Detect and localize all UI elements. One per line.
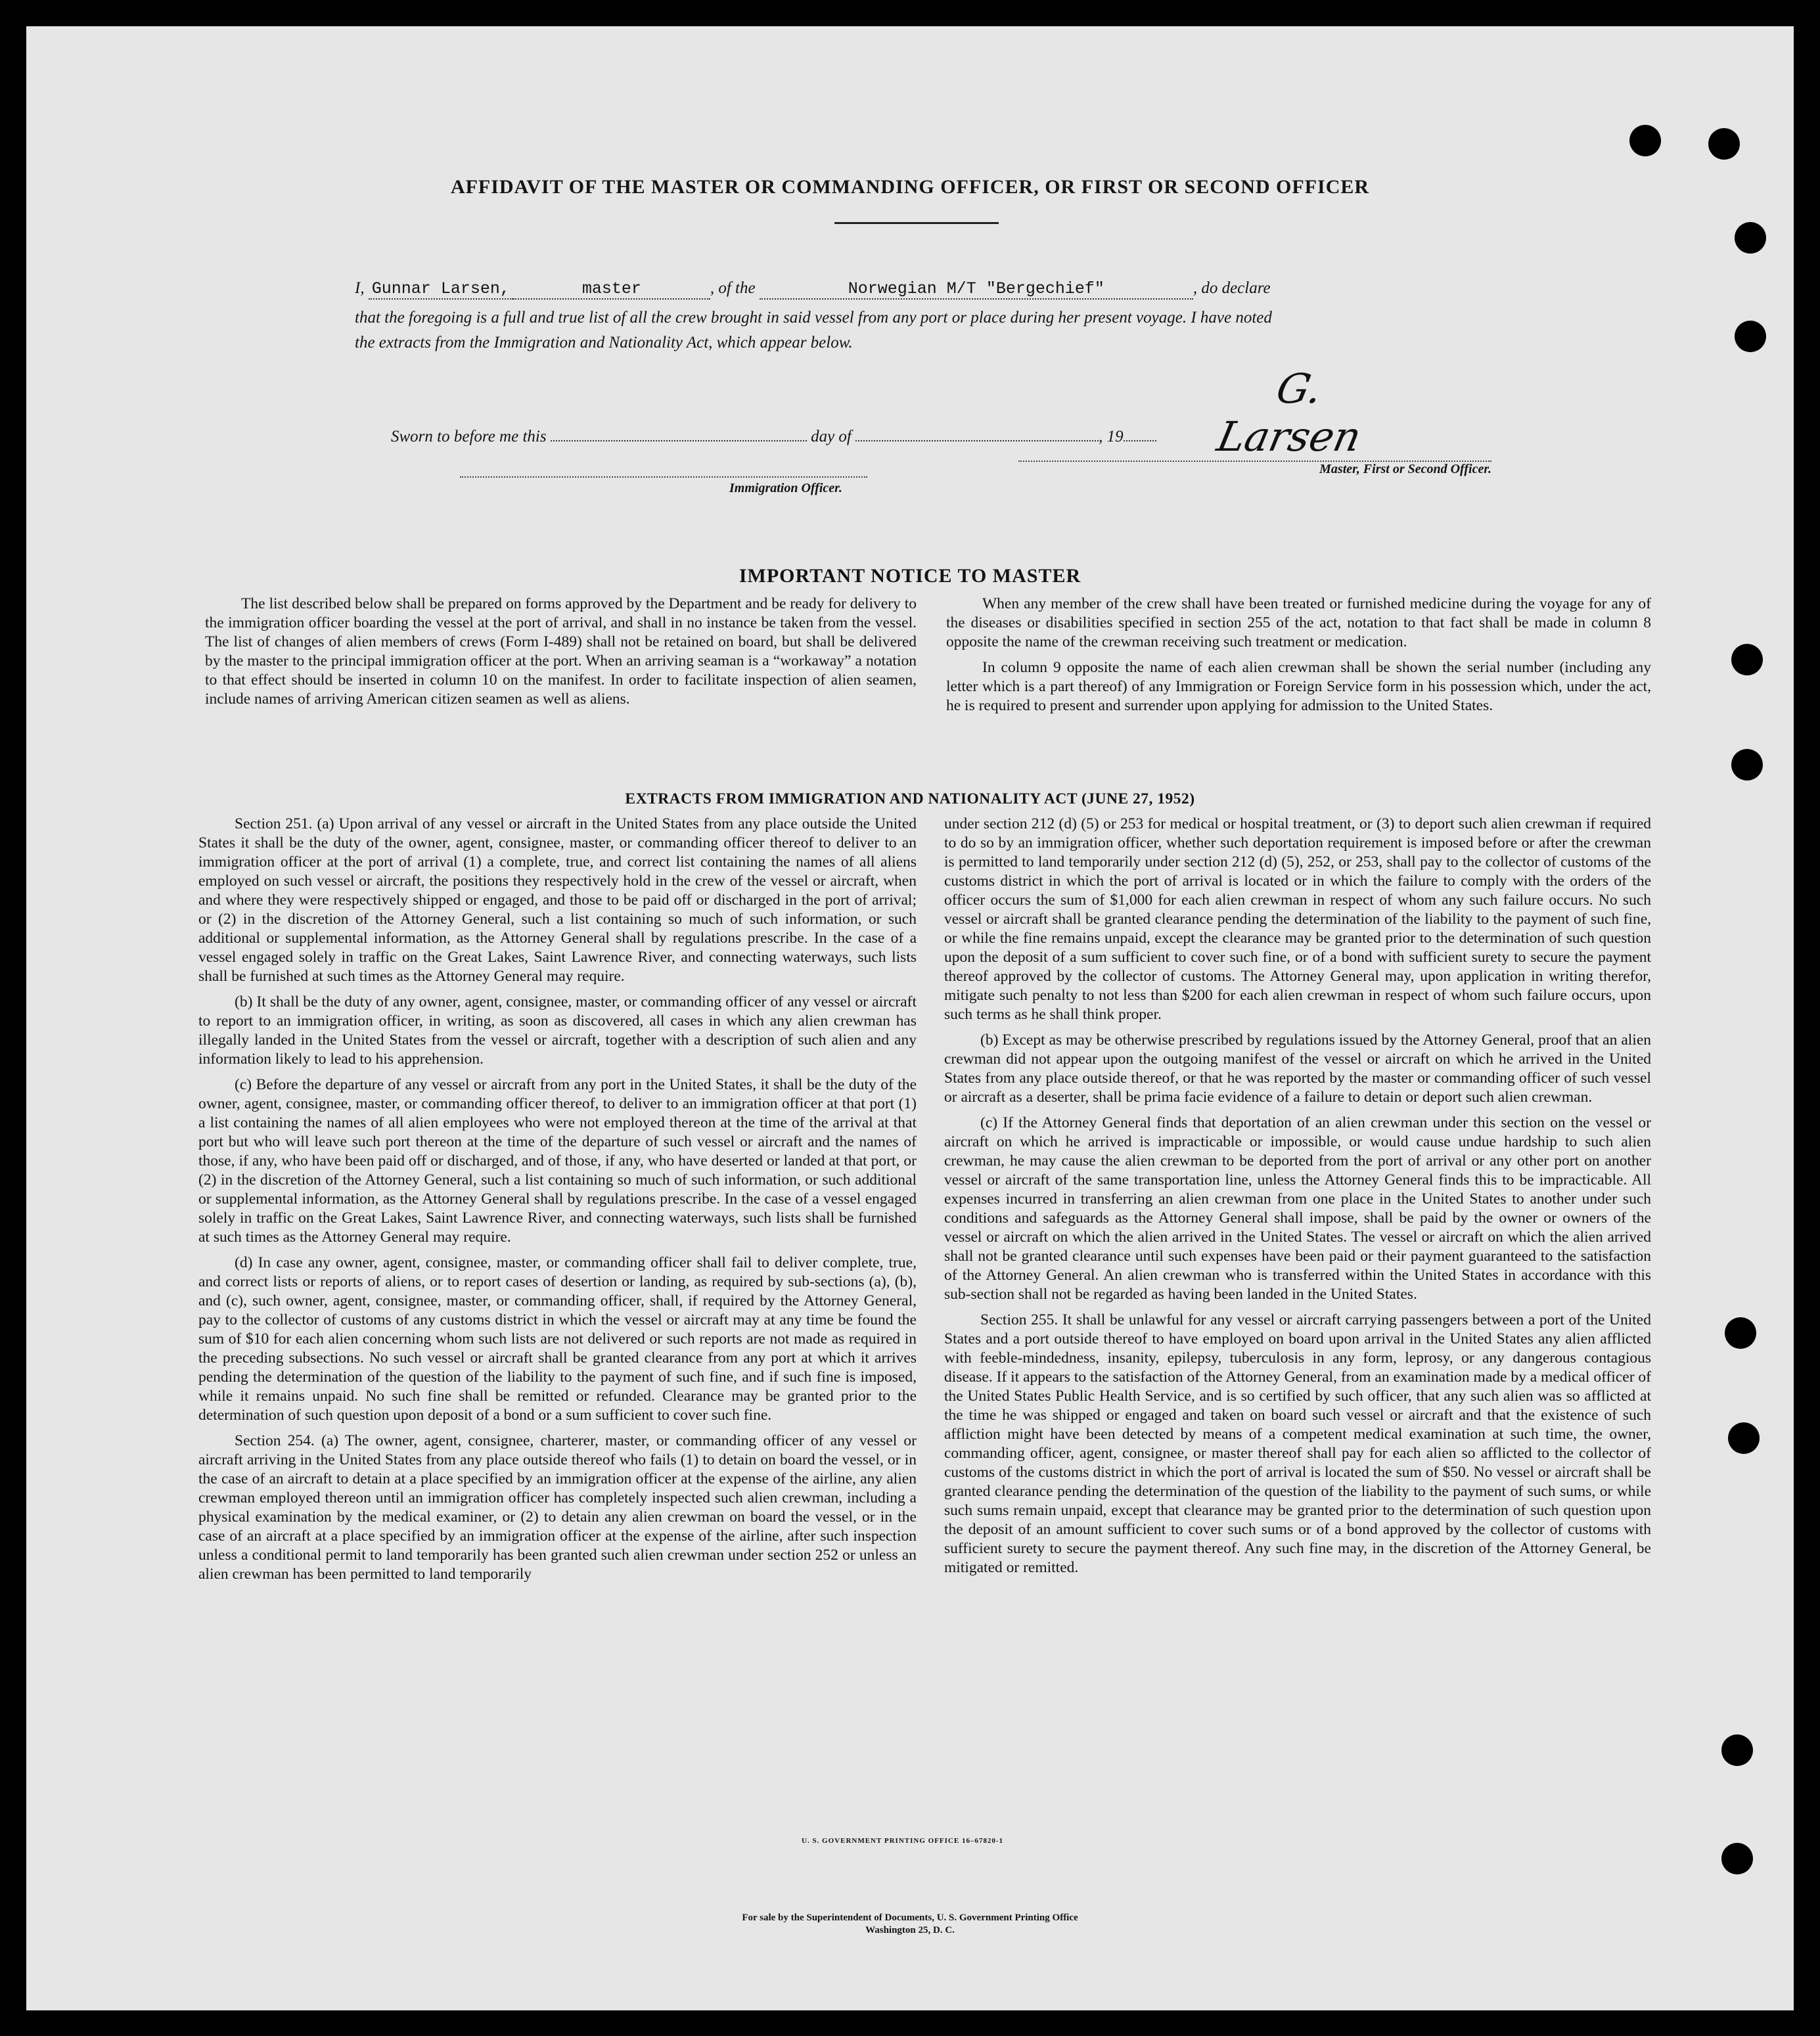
sworn-month-blank xyxy=(855,427,1099,441)
sale-line-1: For sale by the Superintendent of Documents, U. S. Government Printing Office xyxy=(742,1912,1078,1923)
sworn-day-blank xyxy=(551,427,807,441)
signature-caption: Master, First or Second Officer. xyxy=(1319,462,1491,476)
extract-paragraph: (b) Except as may be otherwise prescribed by regulations issued by the Attorney General, proof that an alien crewman did not appear upon the outgoing manifest of the vessel or aircraft on which he arrived in the United States from any place outside thereof, or that he was reported by the master or commanding officer of such vessel or aircraft as a deserter, shall be prima facie evidence of a failure to detain or deport such alien crewman. xyxy=(944,1031,1651,1106)
extract-paragraph: Section 255. It shall be unlawful for any vessel or aircraft carrying passengers between a port of the United States and a port outside thereof to have employed on board upon arrival in the United States any alien afflicted with feeble-mindedness, insanity, epilepsy, tuberculosis in any form, leprosy, or any dangerous contagious disease. If it appears to the satisfaction of the Attorney General, from an examination made by a medical officer of the United States Public Health Service, and is so certified by such officer, that any such alien was so afflicted at the time he was shipped or engaged and taken on board such vessel or aircraft and that the existence of such affliction might have been detected by means of a competent medical examination at such time, the owner, commanding officer, agent, consignee, or master thereof shall pay for each alien so afflicted to the collector of customs of the customs district in which the port of arrival is located the sum of $50. No vessel or aircraft shall be granted clearance pending the determination of the question of the liability to the payment of such sums, or while such sums remain unpaid, except that clearance may be granted prior to the determination of such question upon the deposit of an amount sufficient to cover such sums or of a bond approved by the collector of customs with sufficient surety to secure the payment thereof. Any such fine may, in the discretion of the Attorney General, be mitigated or remitted. xyxy=(944,1311,1651,1576)
notice-left-column xyxy=(205,595,917,709)
sale-line-2: Washington 25, D. C. xyxy=(865,1925,955,1935)
declaration-line xyxy=(355,279,1537,305)
do-declare-label: , do declare xyxy=(1193,279,1271,297)
sworn-year-blank xyxy=(1124,427,1156,441)
notice-right-paragraph-1: When any member of the crew shall have been treated or furnished medicine during the voyage for any of the diseases or disabilities specified in section 255 of the act, notation to that fact shall be made in column 8 opposite the name of the crewman receiving such treatment or medication. xyxy=(946,595,1651,650)
gpo-imprint: U. S. GOVERNMENT PRINTING OFFICE 16–67820-1 xyxy=(802,1837,1004,1845)
extract-paragraph: (b) It shall be the duty of any owner, agent, consignee, master, or commanding officer of any vessel or aircraft to report to an immigration officer, in writing, as soon as discovered, all cases in which any alien crewman has illegally landed in the United States from the vessel or aircraft, together with a description of such alien and any information likely to lead to his apprehension. xyxy=(198,993,917,1068)
master-name-field: Gunnar Larsen, xyxy=(369,279,513,300)
extract-paragraph: Section 251. (a) Upon arrival of any vessel or aircraft in the United States from any place outside the United States it shall be the duty of the owner, agent, consignee, master, or commanding officer thereof to deliver to an immigration officer at the port of arrival (1) a complete, true, and correct list containing the names of all aliens employed on such vessel or aircraft, the positions they respectively hold in the crew of the vessel or aircraft, when and where they were respectively shipped or engaged, and those to be paid off or discharged in the port of arrival; or (2) in the discretion of the Attorney General, such a list containing so much of such information, or such additional or supplemental information, as the Attorney General shall by regulations prescribe. In the case of a vessel engaged solely in traffic on the Great Lakes, Saint Lawrence River, and connecting waterways, such lists shall be furnished at such times as the Attorney General may require. xyxy=(198,815,917,985)
day-of-label: day of xyxy=(811,428,852,445)
extract-paragraph: Section 254. (a) The owner, agent, consignee, charterer, master, or commanding officer of any vessel or aircraft arriving in the United States from any place outside thereof who fails (1) to detain on board the vessel, or in the case of an aircraft to detain at a place specified by an immigration officer at the expense of the airline, any alien crewman employed thereon until an immigration officer has completely inspected such alien crewman, including a physical examination by the medical examiner, or (2) to detain any alien crewman on board the vessel, or in the case of an aircraft at a place specified by an immigration officer at the expense of the airline, after such inspection unless a conditional permit to land temporarily has been granted such alien crewman under section 252 or unless an alien crewman has been permitted to land temporarily xyxy=(198,1432,917,1583)
extract-paragraph: (c) If the Attorney General finds that deportation of an alien crewman under this section on the vessel or aircraft on which he arrived is impracticable or impossible, or would cause undue hardship to such alien crewman, he may cause the alien crewman to be deported from the port of arrival or any other port on another vessel or aircraft of the same transportation line, unless the Attorney General finds this to be impracticable. All expenses incurred in transferring an alien crewman from one place in the United States to another under such conditions and safeguards as the Attorney General shall impose, shall be paid by the owner or owners of the vessel or aircraft on which the alien arrived in the United States. The vessel or aircraft on which the alien arrived shall not be granted clearance until such expenses have been paid or their payment guaranteed to the satisfaction of the Attorney General. An alien crewman who is transferred within the United States in accordance with this sub-section shall not be regarded as having been landed in the United States. xyxy=(944,1114,1651,1303)
punch-hole xyxy=(1735,321,1766,352)
vessel-field: Norwegian M/T "Bergechief" xyxy=(760,279,1193,300)
punch-hole xyxy=(1629,125,1661,156)
extracts-left-column xyxy=(198,815,917,1584)
extract-paragraph: (c) Before the departure of any vessel or aircraft from any port in the United States, it shall be the duty of the owner, agent, consignee, master, or commanding officer thereof, to deliver to an immigration officer at that port (1) a list containing the names of all alien employees who were not employed thereon at the time of the arrival at that port but who will leave such port thereon at the time of the departure of such vessel or aircraft and the names of those, if any, who have been paid off or discharged, and of those, if any, who have deserted or landed at that port, or (2) in the discretion of the Attorney General, such a list containing so much of such information, or such additional or supplemental information, as the Attorney General shall by regulations prescribe. In the case of a vessel engaged solely in traffic on the Great Lakes, Saint Lawrence River, and connecting waterways, such lists shall be furnished at such times as the Attorney General may require. xyxy=(198,1076,917,1246)
punch-hole xyxy=(1735,222,1766,254)
punch-hole xyxy=(1721,1734,1753,1766)
rank-field: master xyxy=(513,279,710,300)
i-label: I, xyxy=(355,279,365,297)
notice-right-column xyxy=(946,595,1651,715)
declaration xyxy=(355,279,1537,355)
extract-paragraph: (d) In case any owner, agent, consignee, master, or commanding officer shall fail to deliver complete, true, and correct lists or reports of aliens, or to report cases of desertion or landing, as required by sub-sections (a), (b), and (c), such owner, agent, consignee, master, or commanding officer, shall, if required by the Attorney General, pay to the collector of customs of any customs district in which the vessel or aircraft may at any time be found the sum of $10 for each alien concerning whom such lists are not delivered or such reports are not made as required in the preceding subsections. No such vessel or aircraft shall be granted clearance from any port at which it arrives pending the determination of the question of the liability to the payment of such fine, and if such fine is imposed, while it remains unpaid. No such fine shall be remitted or refunded. Clearance may be granted prior to the determination of such question upon deposit of a bond or a sum sufficient to cover such fine. xyxy=(198,1254,917,1424)
notice-right-paragraph-2: In column 9 opposite the name of each alien crewman shall be shown the serial number (including any letter which is a part thereof) of any Immigration or Foreign Service form in his possession which, under the act, he is required to present and surrender upon applying for admission to the United States. xyxy=(946,659,1651,714)
punch-hole xyxy=(1731,644,1763,675)
statement-line-1: that the foregoing is a full and true list of all the crew brought in said vessel from any port or place during her present voyage. I have noted xyxy=(355,309,1272,327)
punch-hole xyxy=(1731,749,1763,780)
punch-hole xyxy=(1728,1422,1760,1454)
of-the-label: , of the xyxy=(710,279,756,297)
sworn-line xyxy=(391,427,1156,446)
signature-block xyxy=(999,365,1491,477)
form-sheet xyxy=(26,26,1794,2010)
sworn-label: Sworn to before me this xyxy=(391,428,547,445)
punch-hole xyxy=(1721,1843,1753,1874)
title-rule xyxy=(834,222,999,224)
notice-left-paragraph: The list described below shall be prepared on forms approved by the Department and be ready for delivery to the immigration officer boarding the vessel at the port of arrival, and shall in no instance be taken from the vessel. The list of changes of alien members of crews (Form I-489) shall not be retained on board, but shall be delivered by the master to the principal immigration officer at the port. When an arriving seaman is a “workaway” a notation to that effect should be inserted in column 10 on the manifest. In order to facilitate inspection of alien seamen, include names of arriving American citizen seamen as well as aliens. xyxy=(205,595,917,708)
sale-notice xyxy=(26,1912,1794,1937)
extract-paragraph: under section 212 (d) (5) or 253 for medical or hospital treatment, or (3) to deport such alien crewman if required to do so by an immigration officer, whether such deportation requirement is imposed before or after the crewman is permitted to land temporarily under section 212 (d) (5), 252, or 253, shall pay to the collector of customs of the customs district in which the port of arrival is located or in which the failure to comply with the orders of the officer occurs the sum of $1,000 for each alien crewman in respect of whom any such failure occurs. No such vessel or aircraft shall be granted clearance pending the determination of the liability to the payment of such fine, or while the fine remains unpaid, except the clearance may be granted prior to the determination of such question upon the deposit of a sum sufficient to cover such fine, or of a bond with sufficient surety to secure the payment thereof approved by the collector of customs. The Attorney General may, upon application in writing therefor, mitigate such penalty to not less than $200 for each alien crewman in respect of whom such failure occurs, upon such terms as he shall think proper. xyxy=(944,815,1651,1023)
extracts-title: EXTRACTS FROM IMMIGRATION AND NATIONALITY ACT (JUNE 27, 1952) xyxy=(625,790,1195,807)
punch-hole xyxy=(1708,128,1740,160)
extracts-right-column xyxy=(944,815,1651,1577)
master-signature: G. Larsen xyxy=(1213,365,1366,461)
statement-line-2: the extracts from the Immigration and Nationality Act, which appear below. xyxy=(355,334,853,351)
affidavit-title: AFFIDAVIT OF THE MASTER OR COMMANDING OFFICER, OR FIRST OR SECOND OFFICER xyxy=(450,176,1370,198)
notice-title: IMPORTANT NOTICE TO MASTER xyxy=(739,565,1081,587)
immigration-officer-caption: Immigration Officer. xyxy=(729,481,842,495)
immigration-officer-line xyxy=(460,476,867,478)
punch-hole xyxy=(1725,1317,1756,1349)
year-prefix: , 19 xyxy=(1099,428,1124,445)
